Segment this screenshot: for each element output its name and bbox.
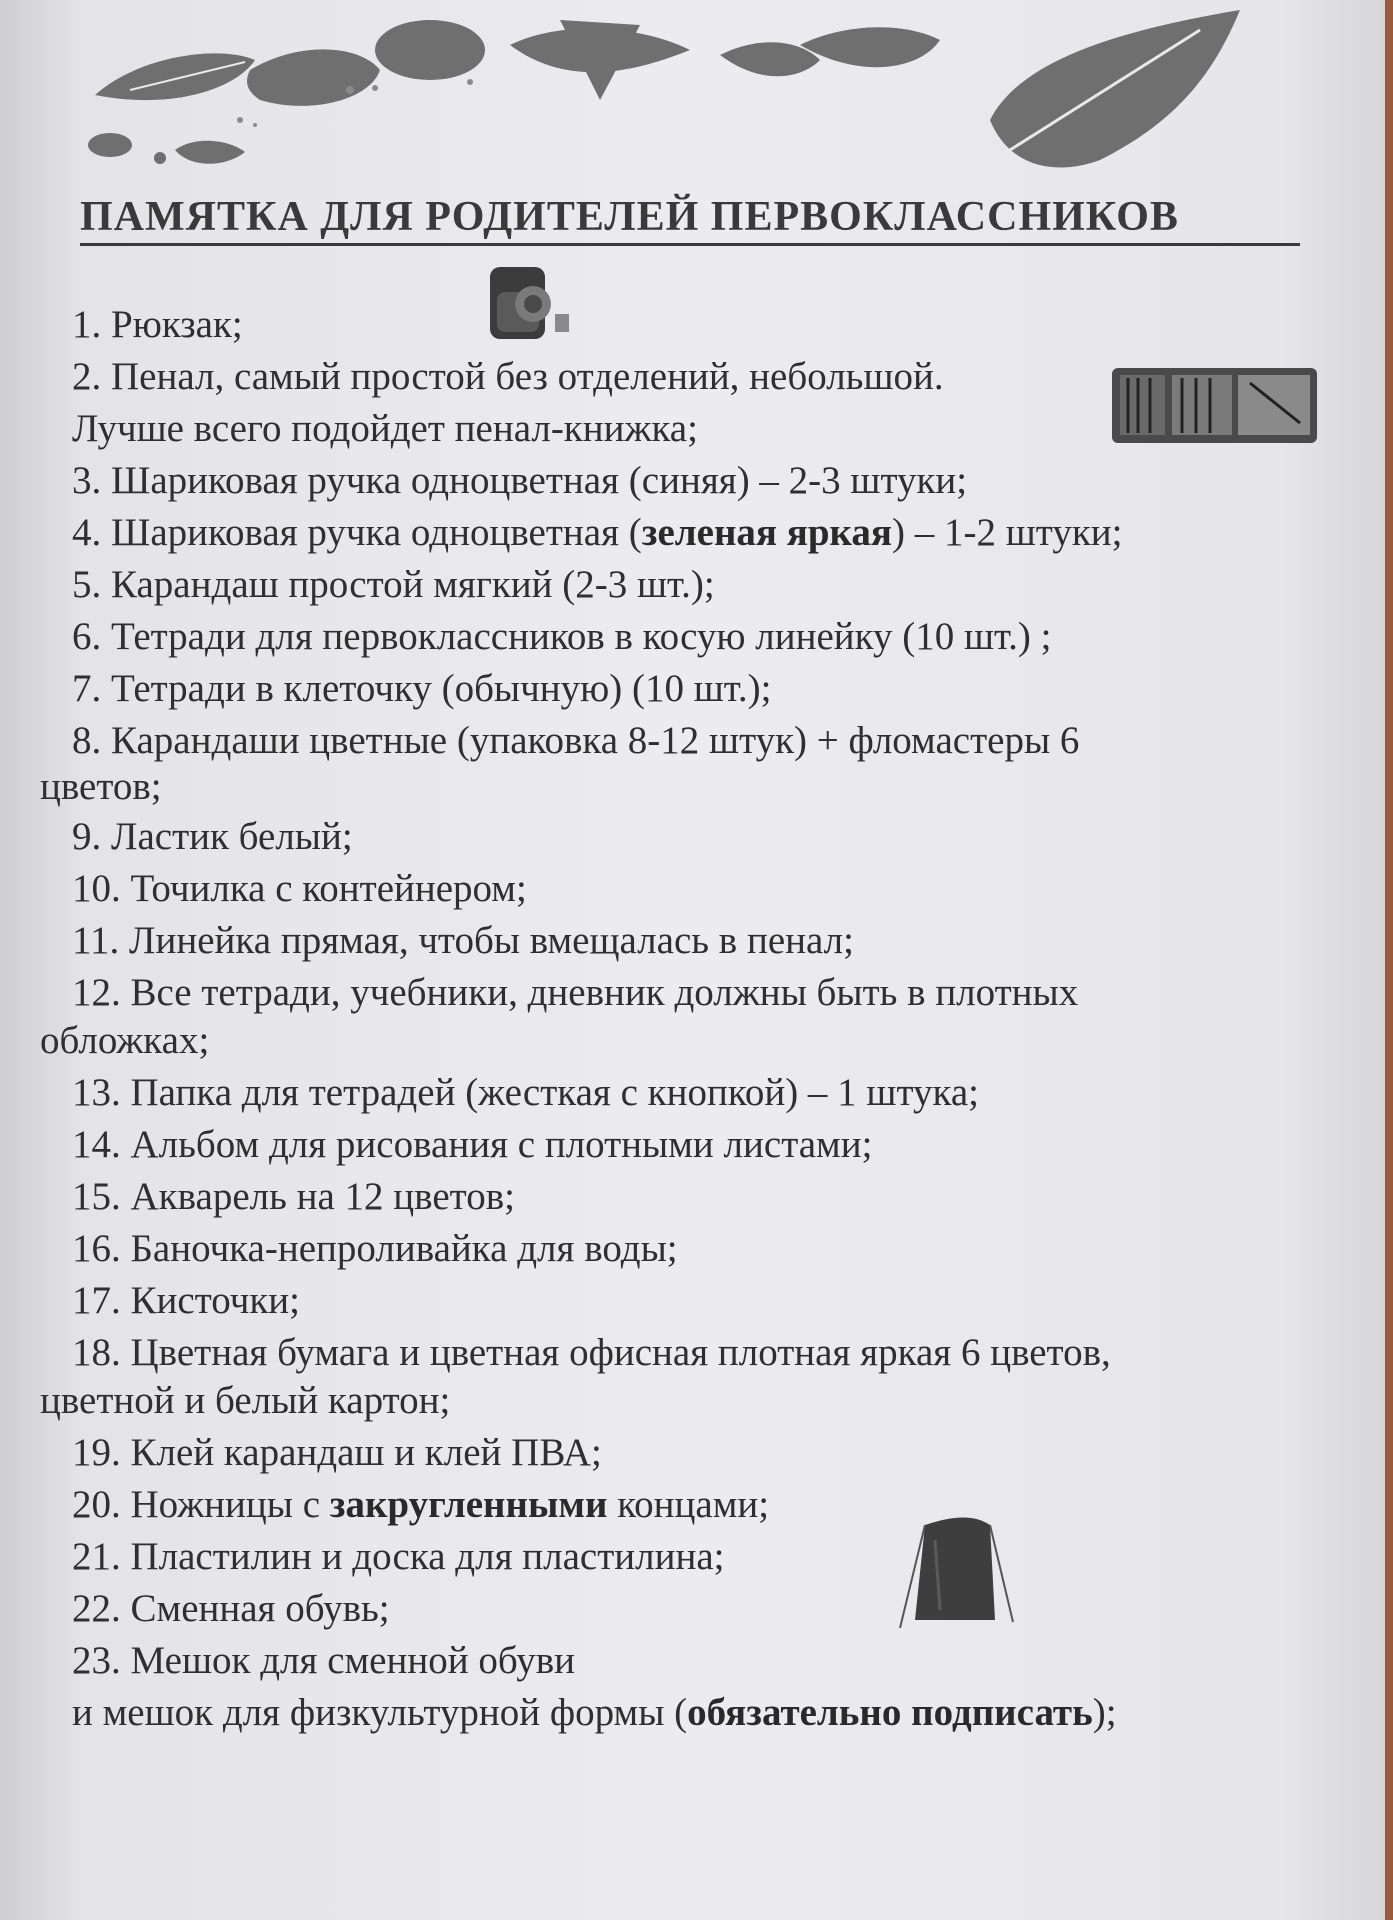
list-item: 8. Карандаши цветные (упаковка 8-12 штук) + фломастеры 6 [72,719,1080,762]
bold-text: зеленая яркая [641,511,893,554]
page-title: ПАМЯТКА ДЛЯ РОДИТЕЛЕЙ ПЕРВОКЛАССНИКОВ [80,193,1300,246]
list-item: 15. Акварель на 12 цветов; [72,1175,515,1218]
list-item: 22. Сменная обувь; [72,1587,390,1630]
bold-text: закругленными [329,1483,608,1526]
pencil-case-picture [1110,363,1320,448]
list-item: 2. Пенал, самый простой без отделений, небольшой. [72,355,944,398]
list-item: Лучше всего подойдет пенал-книжка; [72,407,698,450]
background-edge [1385,0,1393,1920]
list-item: 9. Ластик белый; [72,815,353,858]
list-item: 6. Тетради для первоклассников в косую линейку (10 шт.) ; [72,615,1052,658]
list-item: 5. Карандаш простой мягкий (2-3 шт.); [72,563,715,606]
list-item: 20. Ножницы с закругленными концами; [72,1483,770,1526]
list-item: и мешок для физкультурной формы (обязательно подписать); [72,1691,1117,1734]
list-item: 1. Рюкзак; [72,303,243,346]
list-item: цветов; [40,765,162,808]
list-item: 19. Клей карандаш и клей ПВА; [72,1431,602,1474]
list-item: 3. Шариковая ручка одноцветная (синяя) – 2-3 штуки; [72,459,968,502]
list-item: 11. Линейка прямая, чтобы вмещалась в пенал; [72,919,854,962]
list-item: 4. Шариковая ручка одноцветная (зеленая яркая) – 1-2 штуки; [72,511,1123,554]
list-item: 13. Папка для тетрадей (жесткая с кнопкой) – 1 штука; [72,1071,979,1114]
bold-text: обязательно подписать [687,1691,1093,1734]
backpack-picture [485,262,585,344]
list-item: 17. Кисточки; [72,1279,300,1322]
list-item: обложках; [40,1019,210,1062]
list-item: 18. Цветная бумага и цветная офисная плотная яркая 6 цветов, [72,1331,1111,1374]
list-item: цветной и белый картон; [40,1379,451,1422]
list-item: 14. Альбом для рисования с плотными листами; [72,1123,873,1166]
list-item: 7. Тетради в клеточку (обычную) (10 шт.); [72,667,772,710]
list-item: 12. Все тетради, учебники, дневник должны быть в плотных [72,971,1079,1014]
list-item: 23. Мешок для сменной обуви [72,1639,576,1682]
list-item: 16. Баночка-непроливайка для воды; [72,1227,678,1270]
list-item: 21. Пластилин и доска для пластилина; [72,1535,725,1578]
drawstring-bag-picture [895,1510,1015,1630]
list-item: 10. Точилка с контейнером; [72,867,527,910]
autumn-leaves-banner [0,0,1393,190]
